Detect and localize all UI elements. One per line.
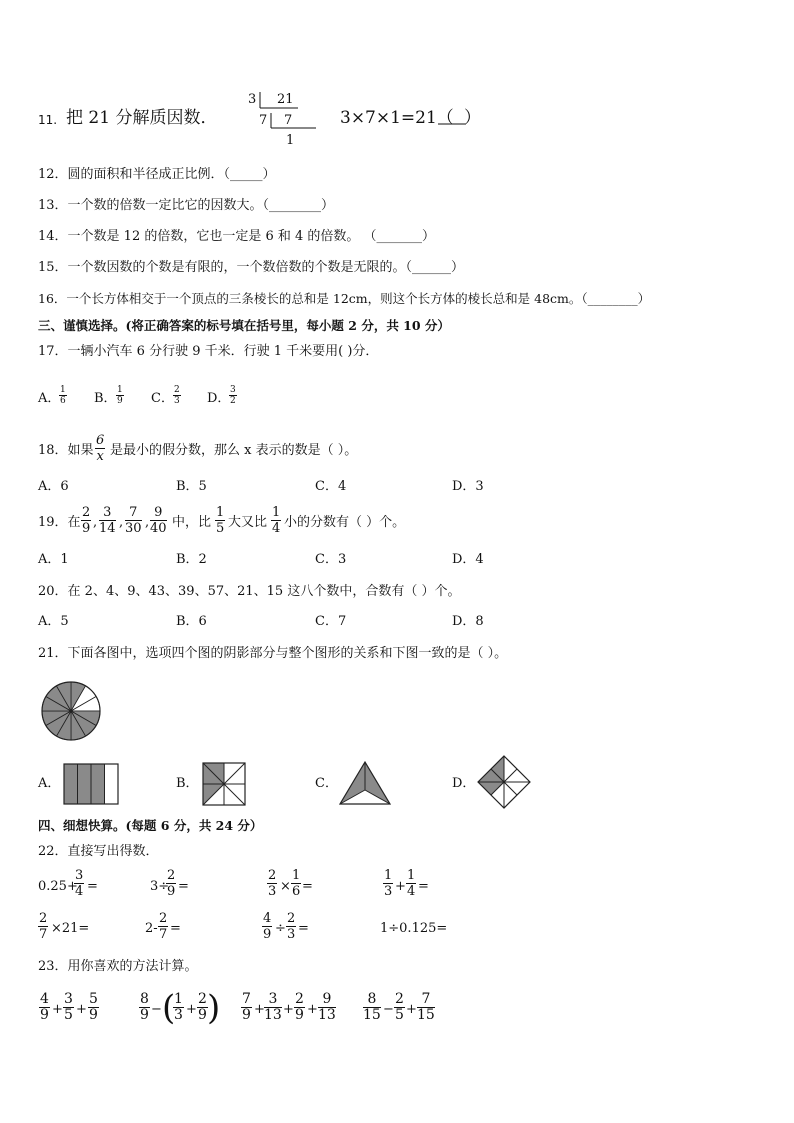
- q16: 16．一个长方体相交于一个顶点的三条棱长的总和是 12cm，则这个长方体的棱长总和是 48cm。（________）: [38, 291, 651, 306]
- q23-e2-minus: −: [151, 1002, 162, 1017]
- q22-r2-a-fraction: $\frac{2}{7}$: [39, 911, 48, 942]
- q22-r1-a-equals: =: [87, 879, 98, 894]
- q23-e1-fraction-2: $\frac{3}{5}$: [64, 991, 73, 1023]
- q20-option-a: A．5: [38, 614, 69, 629]
- q19-option-c: C．3: [315, 552, 347, 567]
- q23-e4-fraction-1: $\frac{8}{15}$: [363, 991, 381, 1023]
- q23-e4-minus: −: [383, 1002, 394, 1017]
- q21-option-a-label: A．: [38, 776, 61, 791]
- q17-stem: 17．一辆小汽车 6 分行驶 9 千米．行驶 1 千米要用( )分．: [38, 344, 379, 359]
- q22-r2-c-fraction-2: $\frac{2}{3}$: [287, 911, 296, 942]
- q23-e3-fraction-4: $\frac{9}{13}$: [318, 991, 336, 1023]
- q21-option-a-figure: [63, 763, 119, 805]
- q19-option-d: D．4: [452, 552, 484, 567]
- section-3-heading: 三、谨慎选择。(将正确答案的标号填在括号里，每小题 2 分，共 10 分）: [38, 318, 450, 333]
- q19-mid-2: 大又比: [228, 515, 268, 530]
- q23-e2-right-paren: ): [207, 988, 221, 1028]
- q21-option-c-label: C．: [315, 776, 338, 791]
- q23-e1-plus-1: +: [52, 1002, 63, 1017]
- q21-option-b-figure: [202, 762, 246, 806]
- q12: 12．圆的面积和半径成正比例．（_____）: [38, 167, 276, 182]
- q21-option-d-label: D．: [452, 776, 476, 791]
- q22-r1-a-fraction: $\frac{3}{4}$: [75, 868, 84, 899]
- q19-fraction-1: $\frac{2}{9}$: [82, 505, 91, 536]
- q11-div-divisor-1: 3: [248, 92, 257, 107]
- q19-suffix: 小的分数有（ ）个。: [284, 515, 406, 530]
- q11-div-divisor-2: 7: [259, 113, 268, 128]
- q23-e1-fraction-3: $\frac{5}{9}$: [89, 991, 98, 1023]
- q23-e4-fraction-3: $\frac{7}{15}$: [417, 991, 435, 1023]
- q17-option-d-fraction: $\frac{3}{2}$: [230, 385, 236, 406]
- q11-div-dividend-1: 21: [277, 92, 294, 107]
- q20-option-d: D．8: [452, 614, 484, 629]
- q22-r2-b-fraction: $\frac{2}{7}$: [159, 911, 168, 942]
- q23-e4-fraction-2: $\frac{2}{5}$: [395, 991, 404, 1023]
- q22-r1-b-fraction: $\frac{2}{9}$: [167, 868, 176, 899]
- q18-option-d: D．3: [452, 479, 484, 494]
- q18-option-b: B．5: [176, 479, 207, 494]
- q22-r2-b-equals: =: [170, 921, 181, 936]
- q19-option-a: A．1: [38, 552, 69, 567]
- q19-option-b: B．2: [176, 552, 207, 567]
- q19-mid-1: 中，比: [172, 515, 212, 530]
- q14: 14．一个数是 12 的倍数，它也一定是 6 和 4 的倍数。 （_______）: [38, 229, 436, 244]
- q19-fraction-lower: $\frac{1}{5}$: [216, 505, 225, 536]
- q11-div-dividend-2: 7: [284, 113, 293, 128]
- q18-suffix: 是最小的假分数，那么 x 表示的数是（ ）。: [110, 443, 358, 458]
- q11-number: 11.: [38, 113, 58, 127]
- q23-e2-fraction-1: $\frac{8}{9}$: [140, 991, 149, 1023]
- q11-text: 把 21 分解质因数．: [66, 108, 218, 128]
- q19-fraction-3: $\frac{7}{30}$: [125, 505, 142, 536]
- q22-r1-b-equals: =: [178, 879, 189, 894]
- q11-div-result: 1: [286, 133, 295, 148]
- q23-e3-fraction-2: $\frac{3}{13}$: [264, 991, 282, 1023]
- q19-prefix: 19．在: [38, 515, 81, 530]
- q23-e2-fraction-2: $\frac{1}{3}$: [174, 991, 183, 1023]
- q23-e3-fraction-1: $\frac{7}{9}$: [242, 991, 251, 1023]
- q17-option-a-label: A．: [38, 391, 61, 406]
- q13: 13．一个数的倍数一定比它的因数大。（________）: [38, 198, 335, 213]
- q22-r1-d-fraction-2: $\frac{1}{4}$: [407, 868, 416, 899]
- q11-close-paren: ）: [464, 108, 481, 128]
- q22-r1-a-prefix: 0.25+: [38, 879, 78, 894]
- q22-r2-c-divide: ÷: [275, 921, 286, 936]
- q19-fraction-4: $\frac{9}{40}$: [150, 505, 167, 536]
- q23-e4-plus: +: [406, 1002, 417, 1017]
- q19-fraction-2: $\frac{3}{14}$: [99, 505, 116, 536]
- q15: 15．一个数因数的个数是有限的，一个数倍数的个数是无限的。（______）: [38, 260, 465, 275]
- q17-option-c-label: C．: [151, 391, 174, 406]
- q22-r2-c-equals: =: [298, 921, 309, 936]
- q22-r2-a-suffix: ×21=: [51, 921, 90, 936]
- q23-e2-fraction-3: $\frac{2}{9}$: [198, 991, 207, 1023]
- q21-option-c-figure: [339, 760, 391, 806]
- q17-option-d-label: D．: [207, 391, 231, 406]
- q20-option-b: B．6: [176, 614, 207, 629]
- q17-option-b-label: B．: [94, 391, 117, 406]
- q19-fraction-upper: $\frac{1}{4}$: [272, 505, 281, 536]
- q22-r1-c-times: ×: [280, 879, 291, 894]
- q23-e2-plus: +: [186, 1002, 197, 1017]
- section-4-heading: 四、细想快算。(每题 6 分，共 24 分）: [38, 818, 263, 833]
- q22-r2-d: 1÷0.125=: [380, 921, 448, 936]
- q23-e3-plus-2: +: [283, 1002, 294, 1017]
- q18-fraction: $\frac{6}{x}$: [96, 433, 105, 464]
- q21-option-b-label: B．: [176, 776, 199, 791]
- q23-e3-fraction-3: $\frac{2}{9}$: [295, 991, 304, 1023]
- q18-option-a: A．6: [38, 479, 69, 494]
- q22-r1-c-equals: =: [302, 879, 313, 894]
- q21-reference-circle: [39, 679, 103, 743]
- q22-r1-d-equals: =: [418, 879, 429, 894]
- q23-e2-left-paren: (: [162, 988, 176, 1028]
- q23-stem: 23．用你喜欢的方法计算。: [38, 959, 198, 974]
- q20-stem: 20．在 2、4、9、43、39、57、21、15 这八个数中，合数有（ ）个。: [38, 584, 461, 599]
- q22-r1-c-fraction-2: $\frac{1}{6}$: [292, 868, 301, 899]
- q22-r1-d-fraction-1: $\frac{1}{3}$: [384, 868, 393, 899]
- q22-r2-b-prefix: 2-: [145, 921, 158, 936]
- q22-r1-c-fraction-1: $\frac{2}{3}$: [268, 868, 277, 899]
- q23-e3-plus-3: +: [307, 1002, 318, 1017]
- q20-option-c: C．7: [315, 614, 347, 629]
- q17-option-b-fraction: $\frac{1}{9}$: [117, 385, 123, 406]
- q21-stem: 21．下面各图中，选项四个图的阴影部分与整个图形的关系和下图一致的是（ ）。: [38, 646, 508, 661]
- q22-r2-c-fraction-1: $\frac{4}{9}$: [263, 911, 272, 942]
- q18-option-c: C．4: [315, 479, 347, 494]
- q23-e1-plus-2: +: [76, 1002, 87, 1017]
- q17-option-c-fraction: $\frac{2}{3}$: [174, 385, 180, 406]
- q17-option-a-fraction: $\frac{1}{6}$: [60, 385, 66, 406]
- q21-option-d-figure: [477, 755, 531, 809]
- q23-e1-fraction-1: $\frac{4}{9}$: [40, 991, 49, 1023]
- q23-e3-plus-1: +: [254, 1002, 265, 1017]
- q22-r1-b-prefix: 3÷: [150, 879, 170, 894]
- q11-equation: 3×7×1=21（: [340, 108, 454, 128]
- q18-prefix: 18．如果: [38, 443, 94, 458]
- q22-stem: 22．直接写出得数．: [38, 844, 159, 859]
- q22-r1-d-plus: +: [395, 879, 406, 894]
